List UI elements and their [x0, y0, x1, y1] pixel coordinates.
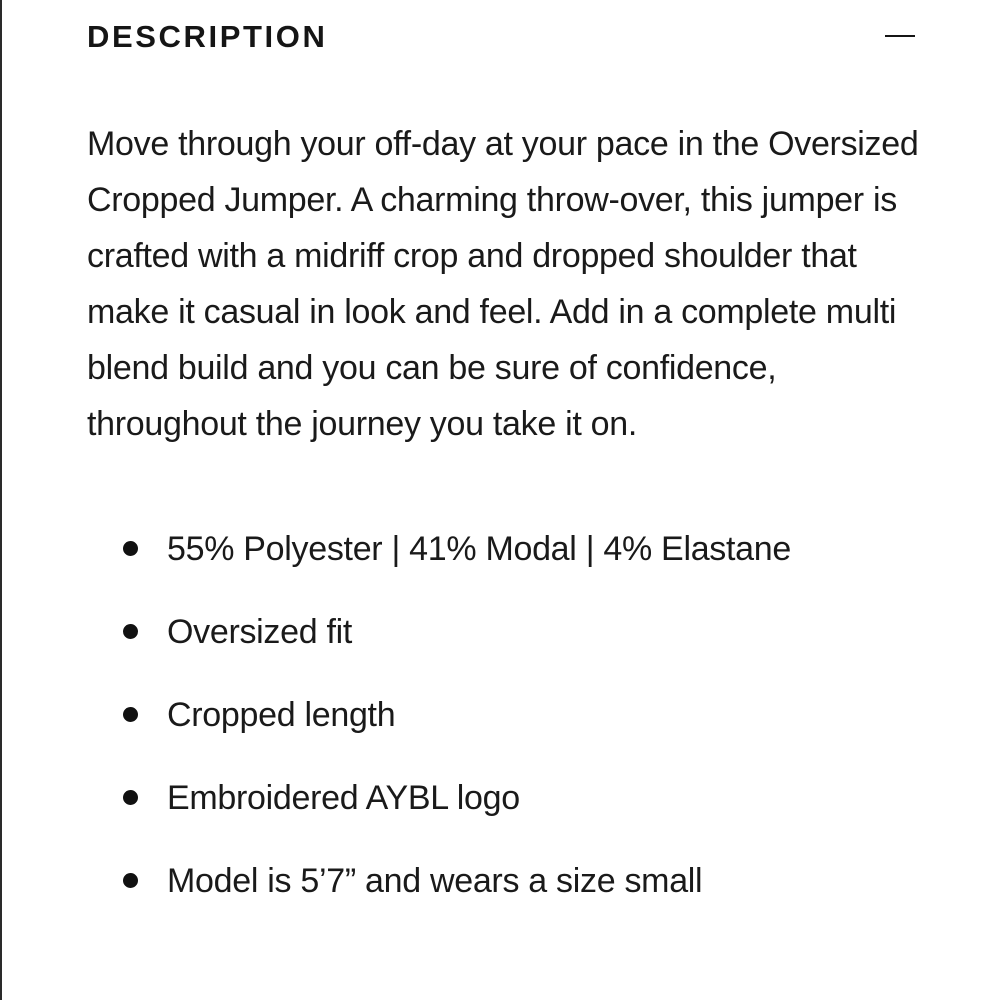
feature-text: Oversized fit [167, 613, 353, 651]
bullet-icon [123, 790, 138, 805]
list-item [120, 521, 940, 604]
bullet-icon [123, 873, 138, 888]
list-item [120, 770, 940, 853]
feature-text: Embroidered AYBL logo [167, 779, 520, 817]
section-title: DESCRIPTION [87, 19, 328, 54]
feature-text: 55% Polyester | 41% Modal | 4% Elastane [167, 530, 791, 568]
bullet-icon [123, 624, 138, 639]
description-accordion-header[interactable] [87, 14, 917, 60]
list-item [120, 853, 940, 936]
product-description: Move through your off-day at your pace in the Oversized Cropped Jumper. A charming throw-over, this jumper is crafted with a midriff crop and dropped shoulder that make it casual in look and feel. Add in a complete multi blend build and you can be sure of confidence, throughout the journey you take it on. [87, 125, 919, 443]
bullet-icon [123, 707, 138, 722]
minus-icon[interactable] [885, 35, 915, 37]
bullet-icon [123, 541, 138, 556]
feature-text: Cropped length [167, 696, 396, 734]
product-features-list [120, 521, 940, 936]
feature-text: Model is 5’7” and wears a size small [167, 862, 703, 900]
list-item [120, 687, 940, 770]
list-item [120, 604, 940, 687]
